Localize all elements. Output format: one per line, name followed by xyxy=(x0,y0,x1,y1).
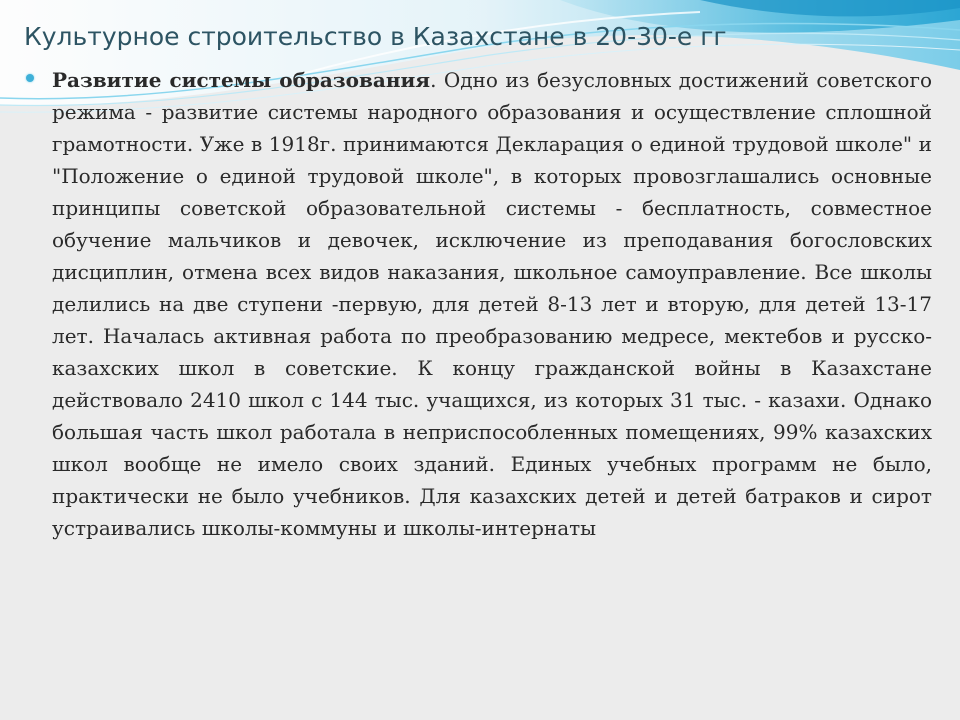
body-text: . Одно из безусловных достижений советского режима - развитие системы народного образования и осуществление сплошной грамотности. Уже в 1918г. принимаются Декларация о единой трудовой школе" и "Положение о единой трудовой школе", в которых провозглашались основные принципы советской образовательной системы - бесплатность, совместное обучение мальчиков и девочек, исключение из преподавания богословских дисциплин, отмена всех видов наказания, школьное самоуправление. Все школы делились на две ступени -первую, для детей 8-13 лет и вторую, для детей 13-17 лет. Началась активная работа по преобразованию медресе, мектебов и русско-казахских школ в советские. К концу гражданской войны в Казахстане действовало 2410 школ с 144 тыс. учащихся, из которых 31 тыс. - казахи. Однако большая часть школ работала в неприспособленных помещениях, 99% казахских школ вообще не имело своих зданий. Единых учебных программ не было, практически не было учебников. Для казахских детей и детей батраков и сирот устраивались школы-коммуны и школы-интернаты xyxy=(52,68,932,540)
bullet-icon xyxy=(26,74,34,82)
slide-body xyxy=(52,64,932,544)
slide-title: Культурное строительство в Казахстане в 20-30-е гг xyxy=(24,22,727,51)
lead-text: Развитие системы образования xyxy=(52,68,431,92)
